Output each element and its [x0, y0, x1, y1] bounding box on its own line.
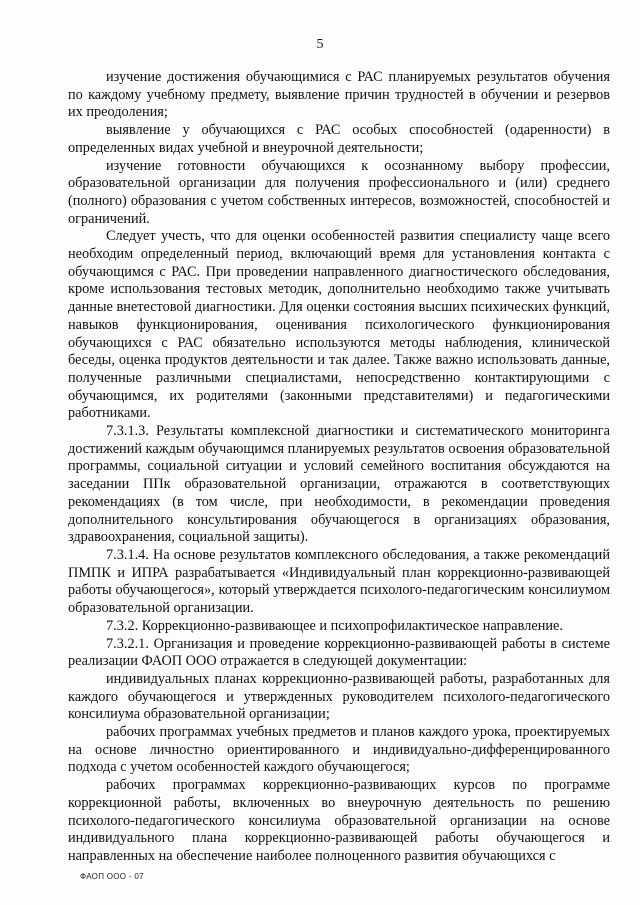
paragraph-assessment-notes: Следует учесть, что для оценки особенностей развития специалисту чаще всего необходим определенный период, включающий время для установления контакта с обучающимся с РАС. При проведении направленного диагностического обследования, кроме использования тестовых методик, дополнительно необходимо также учитывать данные внетестовой диагностики. Для оценки состояния высших психических функций, навыков функционирования, оценивания психологического функционирования обучающихся с РАС обязательно используются методы наблюдения, клинической беседы, оценка продуктов деятельности и так далее. Также важно использовать данные, полученные различными специалистами, непосредственно контактирующими с обучающимся, их родителями (законными представителями) и педагогическими работниками.	[68, 228, 610, 422]
paragraph-item-abilities: выявление у обучающихся с РАС особых способностей (одаренности) в определенных видах учебной и внеурочной деятельности;	[68, 122, 610, 156]
body-text	[68, 69, 610, 866]
paragraph-item-career-readiness: изучение готовности обучающихся к осознанному выбору профессии, образовательной организации для получения профессионального и (или) среднего (полного) образования с учетом собственных интересов, возможностей, способностей и ограничений.	[68, 157, 610, 227]
paragraph-item-correction-courses: рабочих программах коррекционно-развивающих курсов по программе коррекционной работы, включенных во внеурочную деятельность по решению психолого-педагогического консилиума образовательной организации на основе индивидуального плана коррекционно-развивающей работы обучающегося и направленных на обеспечение наиболее полноценного развития обучающихся с	[68, 777, 610, 864]
paragraph-item-individual-plans: индивидуальных планах коррекционно-развивающей работы, разработанных для каждого обучающегося и утвержденных руководителем психолого-педагогического консилиума образовательной организации;	[68, 670, 610, 723]
section-heading-7-3-2: 7.3.2. Коррекционно-развивающее и психопрофилактическое направление.	[106, 617, 563, 634]
page-number: 5	[316, 37, 324, 52]
paragraph-item-results-study: изучение достижения обучающимися с РАС планируемых результатов обучения по каждому учебному предмету, выявление причин трудностей в обучении и резервов их преодоления;	[68, 69, 610, 121]
paragraph-item-subject-programs: рабочих программах учебных предметов и планов каждого урока, проектируемых на основе личностно ориентированного и индивидуально-дифференцированного подхода с учетом особенностей каждого обучающегося;	[68, 724, 610, 776]
paragraph-7-3-1-4: 7.3.1.4. На основе результатов комплексного обследования, а также рекомендаций ПМПК и ИПРА разрабатывается «Индивидуальный план коррекционно-развивающей работы обучающегося», который утверждается психолого-педагогическим консилиумом образовательной организации.	[68, 546, 610, 617]
paragraph-7-3-2-1: 7.3.2.1. Организация и проведение коррекционно-развивающей работы в системе реализации ФАОП ООО отражается в следующей документации:	[68, 635, 610, 670]
paragraph-7-3-1-3: 7.3.1.3. Результаты комплексной диагностики и систематического мониторинга достижений каждым обучающимся планируемых результатов освоения образовательной программы, социальной ситуации и условий семейного воспитания обсуждаются на заседании ППк образовательной организации, отражаются в соответствующих рекомендациях (в том числе, при необходимости, в рекомендации проведения дополнительного консультирования обучающегося в организациях образования, здравоохранения, социальной защиты).	[68, 423, 610, 546]
footer-document-code: ФАОП ООО - 07	[80, 872, 144, 881]
